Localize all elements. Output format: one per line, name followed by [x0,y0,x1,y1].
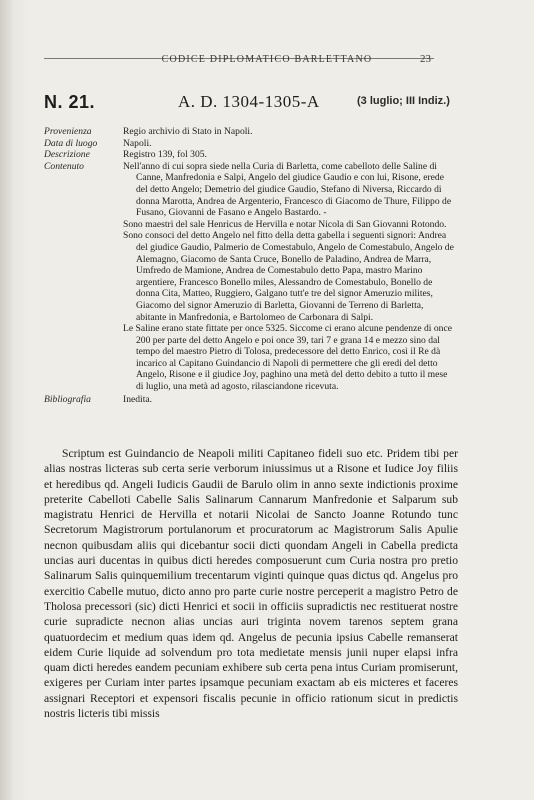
latin-text [44,446,458,721]
provenienza-label: Provenienza [44,126,92,137]
data-label: Data di luogo [44,137,98,149]
page-number: 23 [420,53,431,65]
contenuto-paragraph: Sono maestri del sale Henricus de Hervilla e notar Nicola di San Giovanni Rotondo. [123,218,447,230]
contenuto-paragraph: Le Saline erano state fittate per once 5325. Siccome ci erano alcune pendenze di once 200 per parte del detto Angelo e poi once 39, tari 7 e grana 14 e mezzo sino dal tempo del maestro Pietro di Tolosa, predecessore del detto Enrico, così il Re dà incarico al Capitano Guindancio di Napoli di permettere che gli eredi del detto Angelo, Risone e il giudice Joy, paghino una metà del detto debito a tutto il mese di luglio, una metà ad agosto, rilasciandone ricevuta. [123,323,452,393]
provenienza-row [44,126,454,138]
contenuto-paragraph: Sono consoci del detto Angelo nel fitto della detta gabella i seguenti signori: Andrea del giudice Gaudio, Palmerio de Comestabulo, Angelo de Comestabulo, Angelo de Alemagno, Giacomo de Santa Cruce, Bonello de Paladino, Andrea de Marra, Umfredo de Mamione, Andrea de Comestabulo detto Papa, mastro Marino argentiere, Francesco Bonello miles, Alessandro de Comestabulo, Bonello de donna Cita, Matteo, Ruggiero, Galgano tutt'e tre del signor Ameruzio milites, Giacomo del signor Ameruzio di Barletta, Giovanni de Terreno di Barletta, abitante in Manfredonia, e Bartolomeo de Carbonara di Salpi. [123,230,454,323]
document-date: A. D. 1304-1305-A [178,92,320,111]
bibliografia-value: Inedita. [123,393,153,405]
provenienza-value: Regio archivio di Stato in Napoli. [123,126,253,137]
contenuto-paragraph: Nell'anno di cui sopra siede nella Curia di Barletta, come cabelloto delle Saline di Canne, Manfredonia e Salpi, Angelo del giudice Gaudio e con lui, Risone, erede del detto Angelo; Demetrio del giudice Gaudio, Stefano di Niversa, Riccardo di donna Marotta, Andrea de Argenterio, Francesco di Giacomo de Thure, Filippo de Fusano, Giovanni de Fasano e Angelo Bastardo. - [123,160,452,219]
data-value: Napoli. [123,137,152,149]
bibliografia-label: Bibliografia [44,393,91,405]
latin-paragraph: Scriptum est Guindancio de Neapoli militi Capitaneo fideli suo etc. Pridem tibi per alias nostras licteras sub certa serie verborum iniussimus ut a Risone et Iudice Joy filiis et heredibus qd. Angeli Iudicis Gaudii de Barulo olim in anno sexte indictionis proxime preterite Cabelloti Cabelle Salis Salinarum Cannarum Manfredonie et Salparum sub magistratu Henrici de Hervilla et notarii Nicolai de Sancto Joanne Rotundo tunc Secretorum Magistrorum portulanorum et procuratorum ac Magistrorum Salis Apulie necnon quibusdam aliis qui dicebantur socii dicti quondam Angeli in Cabella predicta uncias auri ducentas in quibus dicti heredes composuerunt cum Curia nostra pro pretio Salinarum Salis quinquemilium trecentarum viginti quinque quas dictus qd. Angelus pro exercitio Cabelle mutuo, dicto anno pro parte curie nostre perceperit a magistro Petro de Tholosa precessori (sic) dicti Henrici et socii in officiis supradictis nec restituerat nostre curie supradicte necnon alias uncias auri triginta novem tarenos septem grana quatuordecim et medium quas idem qd. Angelus de pecunia ipsius Cabelle remanserat eidem Curie liquide ad solvendum pro tota medietate mensis junii nuper elapsi infra quam dicti heredes eandem pecuniam exhibere sub certa pena intus Curiam promiserunt, exigeres per Curiam inter partes ipsamque pecuniam exactam ab eis micteres et faceres assignari Receptori et expensori fiscalis pecunie in officio rationum sicut in predictis nostris licteris tibi missis [44,447,458,721]
contenuto-row [44,161,454,393]
descrizione-label: Descrizione [44,149,90,161]
document-number: N. 21. [44,92,96,112]
document-metadata [44,126,454,405]
descrizione-row [44,149,454,161]
running-title: CODICE DIPLOMATICO BARLETTANO [161,54,373,65]
contenuto-label: Contenuto [44,160,84,172]
document-date-note: (3 luglio; III Indiz.) [357,95,450,107]
contenuto-value [123,161,454,393]
bibliografia-row [44,394,454,406]
data-row [44,138,454,150]
descrizione-value: Registro 139, fol 305. [123,149,207,161]
